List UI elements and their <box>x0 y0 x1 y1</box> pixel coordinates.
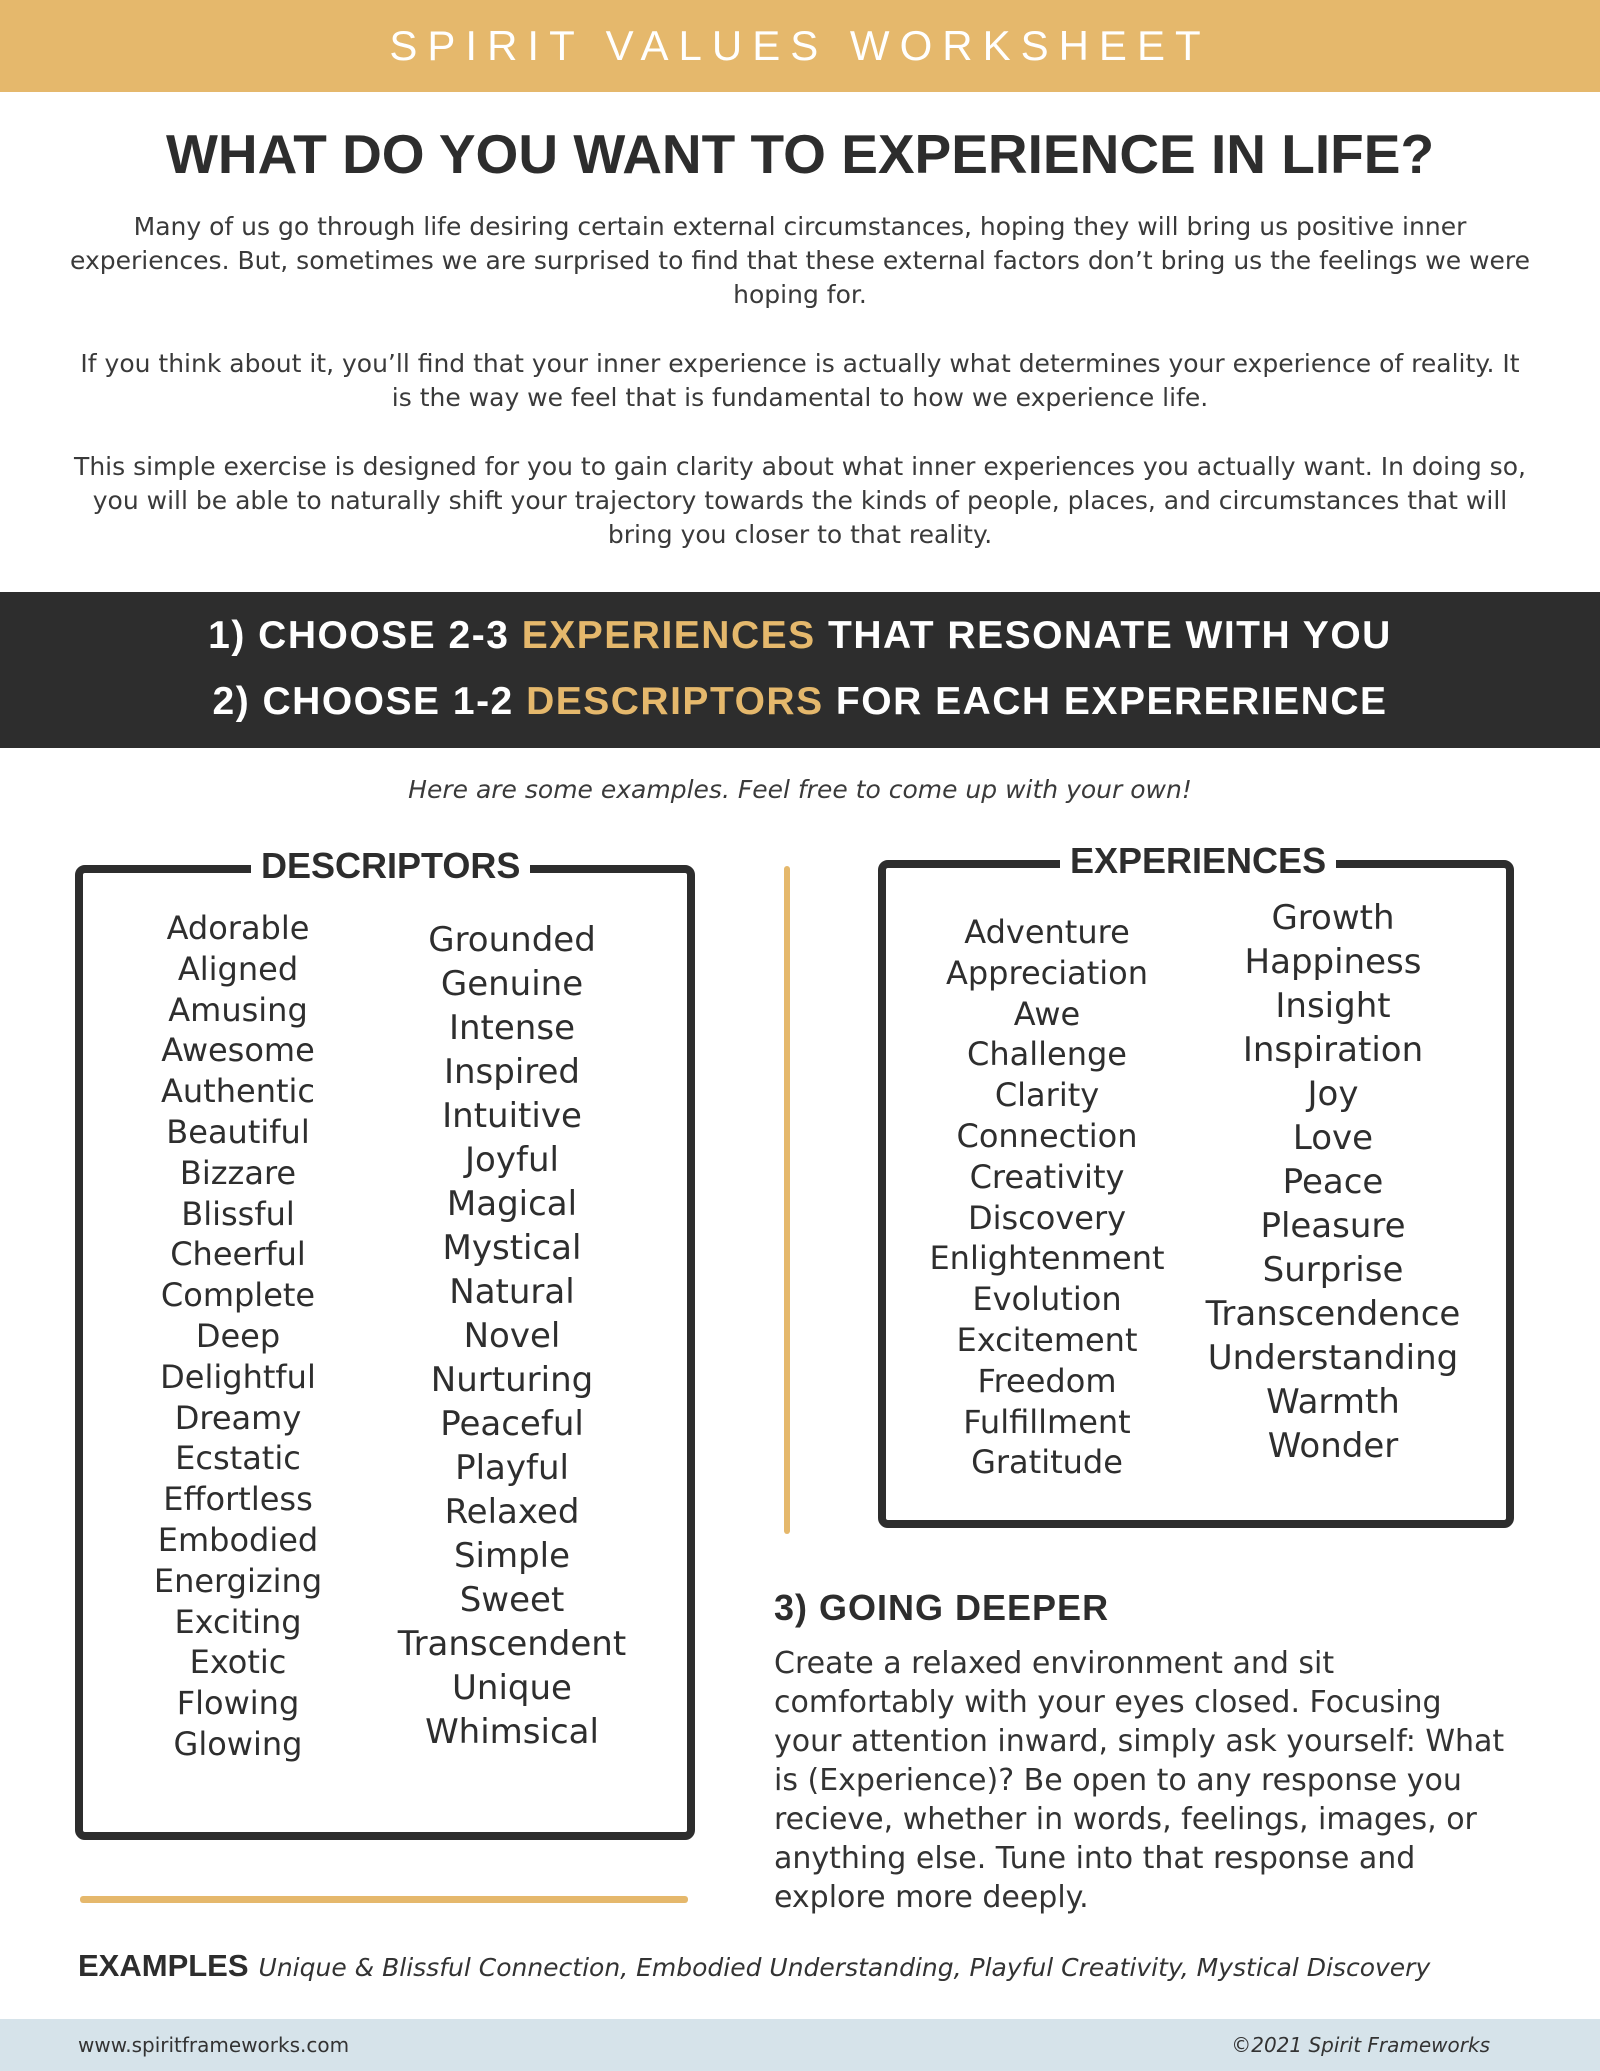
horizontal-divider <box>80 1896 688 1903</box>
descriptor-item: Amusing <box>168 990 308 1029</box>
examples-line <box>78 1948 1430 1984</box>
going-deeper-text: Create a relaxed environment and sit comfortably with your eyes closed. Focusing your attention inward, simply ask yourself: What is (Experience)? Be open to any response you recieve, whether in words, feelings, images, or anything else. Tune into that response and explore more deeply. <box>774 1646 1505 1915</box>
descriptor-item: Dreamy <box>174 1398 302 1437</box>
descriptor-item: Awesome <box>161 1031 315 1070</box>
experience-item: Enlightenment <box>929 1239 1165 1278</box>
descriptor-item: Embodied <box>157 1520 319 1559</box>
instructions-band <box>0 592 1600 748</box>
descriptor-item: Exciting <box>174 1602 302 1641</box>
experience-item: Happiness <box>1244 942 1422 982</box>
descriptors-list-2 <box>382 918 642 1754</box>
descriptor-item: Intuitive <box>442 1096 582 1136</box>
experience-item: Adventure <box>964 913 1130 951</box>
descriptor-item: Peaceful <box>440 1404 584 1444</box>
step-2-highlight: DESCRIPTORS <box>526 680 824 723</box>
experience-item: Understanding <box>1207 1338 1459 1378</box>
experience-item: Discovery <box>967 1198 1127 1237</box>
descriptor-item: Complete <box>160 1276 316 1315</box>
descriptor-item: Nurturing <box>430 1360 594 1400</box>
worksheet-title: SPIRIT VALUES WORKSHEET <box>389 22 1211 69</box>
descriptor-item: Genuine <box>440 964 584 1004</box>
experience-item: Awe <box>1013 994 1081 1033</box>
experience-item: Joy <box>1307 1074 1359 1114</box>
experience-item: Fulfillment <box>963 1402 1131 1441</box>
intro-paragraph-2: If you think about it, you’ll find that your inner experience is actually what determines your experience of reality. It is the way we feel that is fundamental to how we experience life. <box>80 349 1520 412</box>
descriptor-item: Adorable <box>166 909 310 947</box>
experience-item: Gratitude <box>971 1443 1123 1482</box>
descriptor-item: Beautiful <box>166 1112 310 1151</box>
page-headline: WHAT DO YOU WANT TO EXPERIENCE IN LIFE? <box>165 123 1435 185</box>
descriptor-item: Novel <box>463 1316 561 1356</box>
descriptor-item: Magical <box>446 1184 578 1224</box>
experience-item: Creativity <box>969 1157 1125 1196</box>
descriptor-item: Bizzare <box>179 1153 297 1192</box>
descriptor-item: Inspired <box>443 1052 581 1092</box>
experience-item: Transcendence <box>1205 1294 1461 1334</box>
descriptor-item: Aligned <box>177 949 299 988</box>
experience-item: Clarity <box>994 1076 1100 1115</box>
step-1-highlight: EXPERIENCES <box>521 614 816 657</box>
descriptor-item: Playful <box>455 1448 569 1488</box>
descriptor-item: Energizing <box>153 1561 323 1600</box>
experience-item: Surprise <box>1262 1250 1404 1290</box>
step-2-instruction: 2) CHOOSE 1-2 DESCRIPTORS FOR EACH EXPERERIENCE <box>212 680 1388 723</box>
descriptor-item: Transcendent <box>397 1624 627 1664</box>
experiences-list-2 <box>1193 896 1473 1468</box>
descriptor-item: Exotic <box>189 1643 287 1682</box>
descriptor-item: Natural <box>449 1272 575 1312</box>
experiences-list-1 <box>917 912 1177 1483</box>
experience-item: Insight <box>1275 986 1391 1026</box>
descriptor-item: Joyful <box>465 1140 559 1180</box>
descriptor-item: Mystical <box>442 1228 582 1268</box>
examples-text: Unique & Blissful Connection, Embodied Understanding, Playful Creativity, Mystical Discovery <box>258 1953 1431 1982</box>
copyright: ©2021 Spirit Frameworks <box>1231 2033 1490 2057</box>
experience-item: Evolution <box>972 1280 1122 1319</box>
intro-section <box>70 210 1530 587</box>
descriptor-item: Grounded <box>428 920 596 960</box>
experience-item: Pleasure <box>1260 1206 1406 1246</box>
descriptor-item: Ecstatic <box>175 1439 301 1478</box>
examples-note: Here are some examples. Feel free to come up with your own! <box>408 775 1192 804</box>
step-1-instruction: 1) CHOOSE 2-3 EXPERIENCES THAT RESONATE WITH YOU <box>208 614 1392 657</box>
experience-item: Freedom <box>977 1361 1117 1400</box>
experience-item: Peace <box>1282 1162 1384 1202</box>
descriptor-item: Whimsical <box>425 1712 599 1752</box>
worksheet-title-bar <box>0 0 1600 92</box>
descriptor-item: Relaxed <box>444 1492 580 1532</box>
experience-item: Appreciation <box>945 953 1149 992</box>
descriptor-item: Cheerful <box>170 1235 306 1274</box>
intro-paragraph-3: This simple exercise is designed for you to gain clarity about what inner experiences you actually want. In doing so, you will be able to naturally shift your trajectory towards the kinds of people, places, and circumstances that will bring you closer to that reality. <box>74 452 1526 549</box>
experience-item: Challenge <box>967 1035 1127 1074</box>
descriptor-item: Delightful <box>160 1357 316 1396</box>
experience-item: Wonder <box>1267 1426 1399 1466</box>
descriptor-item: Deep <box>195 1316 281 1355</box>
descriptor-item: Flowing <box>176 1684 300 1723</box>
footer <box>0 2019 1600 2071</box>
descriptor-item: Sweet <box>459 1580 565 1620</box>
going-deeper-title: 3) GOING DEEPER <box>774 1587 1110 1628</box>
experience-item: Warmth <box>1266 1382 1400 1422</box>
experience-item: Inspiration <box>1242 1030 1424 1070</box>
website-url: www.spiritframeworks.com <box>78 2033 350 2057</box>
descriptors-list-1 <box>138 908 338 1765</box>
experience-item: Growth <box>1271 898 1395 938</box>
experience-item: Excitement <box>956 1320 1138 1359</box>
experiences-title: EXPERIENCES <box>1060 840 1336 882</box>
intro-paragraph-1: Many of us go through life desiring certain external circumstances, hoping they will bring us positive inner experiences. But, sometimes we are surprised to find that these external factors don’t bring us the feelings we were hoping for. <box>70 212 1530 309</box>
descriptors-title: DESCRIPTORS <box>251 845 530 887</box>
descriptor-item: Unique <box>452 1668 572 1708</box>
descriptor-item: Effortless <box>163 1480 313 1519</box>
vertical-divider <box>784 866 790 1534</box>
experience-item: Connection <box>956 1116 1138 1155</box>
examples-label: EXAMPLES <box>78 1948 249 1983</box>
descriptor-item: Simple <box>453 1536 571 1576</box>
descriptor-item: Authentic <box>161 1072 315 1111</box>
descriptor-item: Blissful <box>181 1194 295 1233</box>
descriptor-item: Intense <box>448 1008 575 1048</box>
descriptor-item: Glowing <box>173 1724 303 1763</box>
experience-item: Love <box>1292 1118 1374 1158</box>
